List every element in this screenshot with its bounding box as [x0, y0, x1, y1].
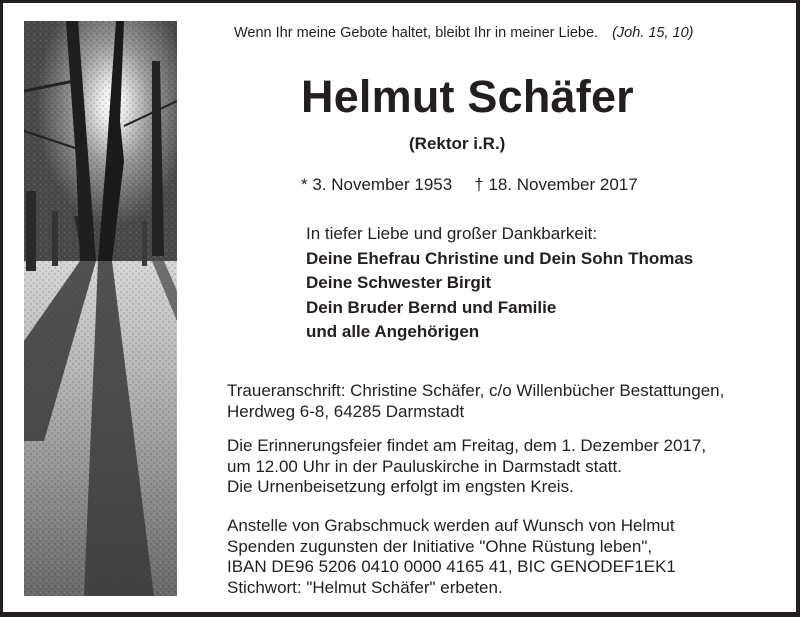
donation-line: Anstelle von Grabschmuck werden auf Wunsch von Helmut	[227, 516, 675, 535]
donation-line: Stichwort: "Helmut Schäfer" erbeten.	[227, 577, 503, 597]
donation-line: IBAN DE96 5206 0410 0000 4165 41, BIC GENODEF1EK1	[227, 557, 676, 576]
birth-date: * 3. November 1953	[301, 175, 453, 194]
mourner-line: Deine Ehefrau Christine und Dein Sohn Thomas	[306, 248, 694, 268]
life-dates	[301, 175, 638, 195]
mourning-address	[227, 381, 724, 422]
mourner-line: Dein Bruder Bernd und Familie	[306, 297, 557, 317]
bible-verse	[234, 25, 693, 41]
verse-quote: Wenn Ihr meine Gebote haltet, bleibt Ihr in meiner Liebe.	[234, 25, 599, 41]
death-date: † 18. November 2017	[474, 175, 638, 194]
mourner-line: Deine Schwester Birgit	[306, 273, 492, 293]
deceased-name: Helmut Schäfer	[301, 71, 634, 122]
donation-info	[227, 516, 676, 598]
donation-line: Spenden zugunsten der Initiative "Ohne Rüstung leben",	[227, 536, 653, 556]
address-line: Traueranschrift: Christine Schäfer, c/o Willenbücher Bestattungen,	[227, 381, 725, 400]
deceased-title: (Rektor i.R.)	[409, 134, 506, 153]
ceremony-line: um 12.00 Uhr in der Pauluskirche in Darmstadt statt.	[227, 456, 622, 476]
address-line: Herdweg 6-8, 64285 Darmstadt	[227, 401, 465, 421]
ceremony-info	[227, 436, 706, 498]
mourners-intro: In tiefer Liebe und großer Dankbarkeit:	[306, 224, 598, 243]
mourners-list	[306, 222, 693, 345]
ceremony-line: Die Urnenbeisetzung erfolgt im engsten Kreis.	[227, 477, 574, 496]
ceremony-line: Die Erinnerungsfeier findet am Freitag, dem 1. Dezember 2017,	[227, 436, 707, 455]
mourner-line: und alle Angehörigen	[306, 322, 480, 342]
trees-photo	[24, 21, 177, 596]
verse-reference: (Joh. 15, 10)	[612, 25, 694, 41]
